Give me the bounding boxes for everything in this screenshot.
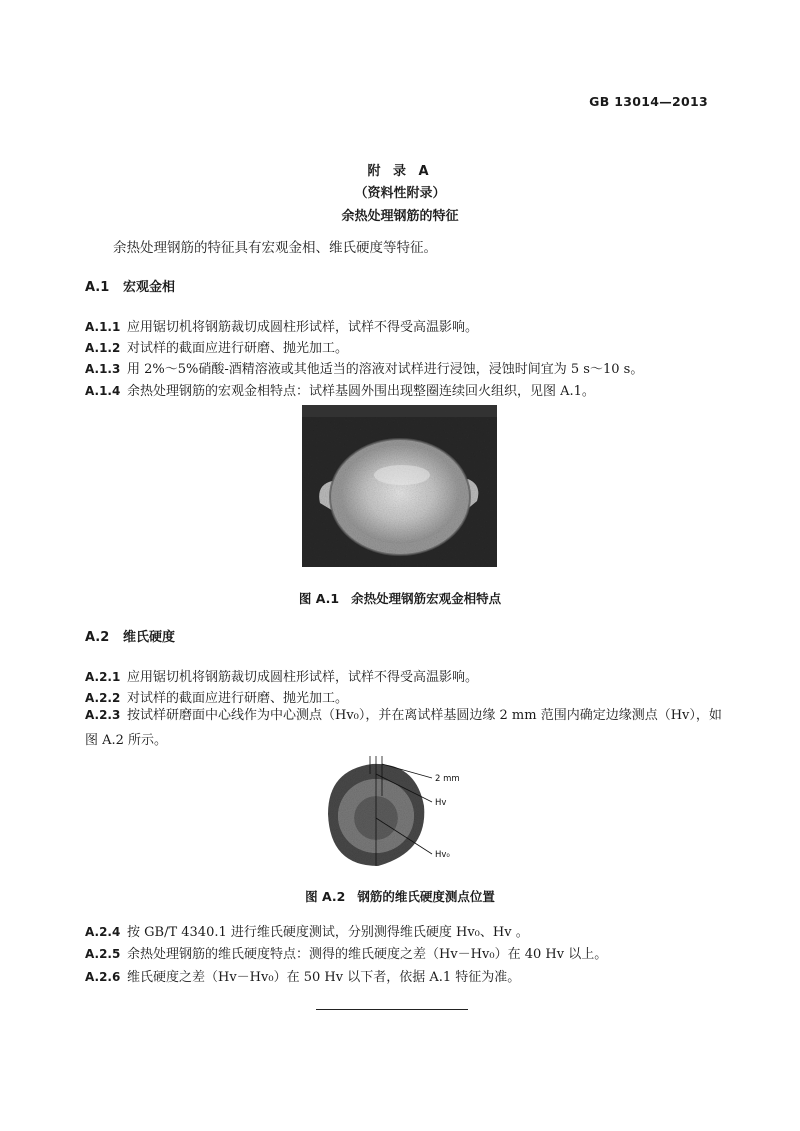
clause-text: 按试样研磨面中心线作为中心测点（Hv₀），并在离试样基圆边缘 2 mm 范围内确定边缘测点（Hv），如图 A.2 所示。 xyxy=(85,708,722,748)
section-title: 宏观金相 xyxy=(123,280,176,295)
figure-a2-caption xyxy=(0,887,800,905)
clause-a2-5 xyxy=(85,943,607,962)
clause-number: A.2.4 xyxy=(85,925,121,939)
clause-a2-1 xyxy=(85,666,478,685)
clause-text: 应用锯切机将钢筋裁切成圆柱形试样，试样不得受高温影响。 xyxy=(127,670,479,685)
clause-a2-4 xyxy=(85,921,529,940)
figure-label: 图 A.2 xyxy=(305,889,346,904)
clause-text: 用 2%～5%硝酸-酒精溶液或其他适当的溶液对试样进行浸蚀，浸蚀时间宜为 5 s～10 s。 xyxy=(127,362,644,377)
clause-number: A.2.2 xyxy=(85,691,121,705)
clause-number: A.2.6 xyxy=(85,970,121,984)
figure-a1-caption xyxy=(0,589,800,607)
clause-number: A.1.2 xyxy=(85,341,121,355)
clause-number: A.2.3 xyxy=(85,708,121,722)
annex-subtitle: （资料性附录） xyxy=(354,186,446,201)
clause-number: A.2.5 xyxy=(85,947,121,961)
clause-a2-6 xyxy=(85,966,520,985)
diagram-label-2mm: 2 mm xyxy=(435,774,460,784)
section-title: 维氏硬度 xyxy=(123,630,176,645)
figure-a2-test-points-diagram xyxy=(320,756,480,874)
section-a1-heading xyxy=(85,276,175,295)
section-a2-heading xyxy=(85,626,175,645)
figure-caption-text: 余热处理钢筋宏观金相特点 xyxy=(351,591,502,606)
diagram-label-hv: Hv xyxy=(435,798,447,808)
clause-text: 按 GB/T 4340.1 进行维氏硬度测试，分别测得维氏硬度 Hv₀、Hv 。 xyxy=(127,925,529,940)
document-code: GB 13014—2013 xyxy=(589,94,708,109)
clause-text: 维氏硬度之差（Hv－Hv₀）在 50 Hv 以下者，依据 A.1 特征为准。 xyxy=(127,970,521,985)
end-rule xyxy=(316,1009,468,1010)
clause-number: A.1.4 xyxy=(85,384,121,398)
clause-a1-2 xyxy=(85,337,348,356)
clause-text: 余热处理钢筋的宏观金相特点：试样基圆外围出现整圈连续回火组织，见图 A.1。 xyxy=(127,384,595,399)
clause-text: 对试样的截面应进行研磨、抛光加工。 xyxy=(127,691,349,706)
section-number: A.2 xyxy=(85,630,110,645)
figure-label: 图 A.1 xyxy=(298,591,340,606)
clause-text: 应用锯切机将钢筋裁切成圆柱形试样，试样不得受高温影响。 xyxy=(127,320,479,335)
intro-paragraph: 余热处理钢筋的特征具有宏观金相、维氏硬度等特征。 xyxy=(113,240,437,256)
figure-a1-macro-photo xyxy=(302,405,497,567)
clause-number: A.1.1 xyxy=(85,320,121,334)
clause-a1-3 xyxy=(85,358,643,377)
clause-text: 余热处理钢筋的维氏硬度特点：测得的维氏硬度之差（Hv－Hv₀）在 40 Hv 以上。 xyxy=(127,947,608,962)
clause-a1-4 xyxy=(85,380,595,399)
section-number: A.1 xyxy=(85,280,110,295)
clause-a1-1 xyxy=(85,316,478,335)
diagram-label-hv0: Hv₀ xyxy=(435,850,450,860)
annex-name: 余热处理钢筋的特征 xyxy=(341,209,459,224)
figure-caption-text: 钢筋的维氏硬度测点位置 xyxy=(357,889,495,904)
clause-number: A.2.1 xyxy=(85,670,121,684)
clause-a2-3 xyxy=(85,703,725,753)
clause-text: 对试样的截面应进行研磨、抛光加工。 xyxy=(127,341,349,356)
annex-title: 附 录 A xyxy=(367,164,433,179)
clause-number: A.1.3 xyxy=(85,362,121,376)
